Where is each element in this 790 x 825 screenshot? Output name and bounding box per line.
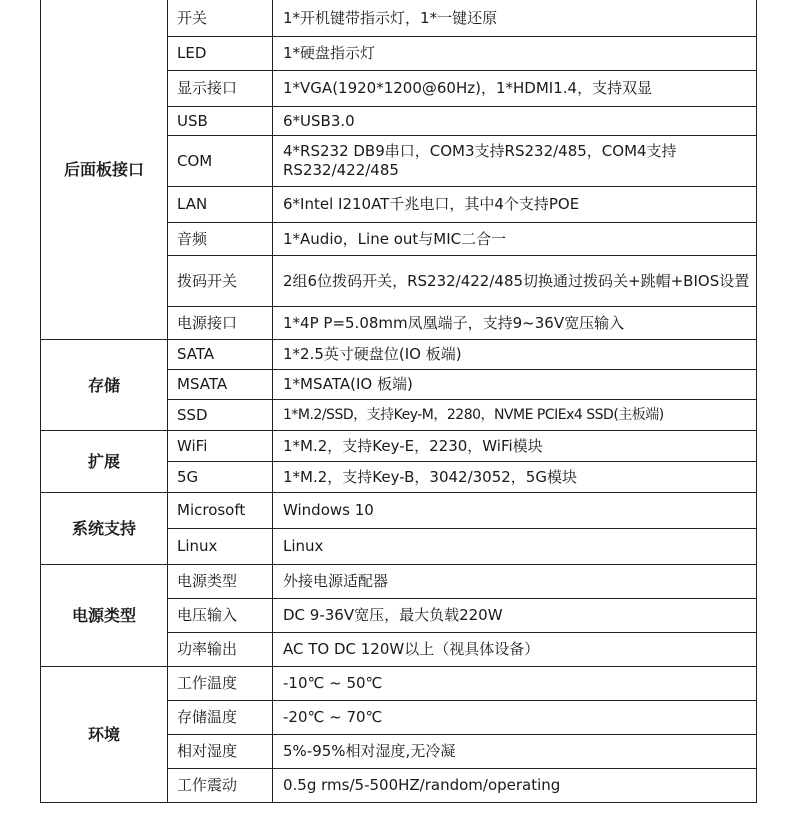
- spec-value: Windows 10: [273, 493, 757, 529]
- spec-value: AC TO DC 120W以上（视具体设备）: [273, 633, 757, 667]
- spec-value: 1*硬盘指示灯: [273, 37, 757, 71]
- spec-key: 5G: [168, 462, 273, 493]
- spec-value: Linux: [273, 529, 757, 565]
- spec-key: 音频: [168, 223, 273, 256]
- spec-value: -20℃ ~ 70℃: [273, 701, 757, 735]
- spec-key: Microsoft: [168, 493, 273, 529]
- spec-key: 电源接口: [168, 307, 273, 340]
- spec-key: 相对湿度: [168, 735, 273, 769]
- spec-value: DC 9-36V宽压，最大负载220W: [273, 599, 757, 633]
- spec-value: 4*RS232 DB9串口，COM3支持RS232/485，COM4支持RS232/422/485: [273, 136, 757, 187]
- table-row: [41, 431, 757, 462]
- category-label: 电源类型: [41, 565, 168, 667]
- spec-key: COM: [168, 136, 273, 187]
- spec-value: 6*USB3.0: [273, 107, 757, 136]
- spec-key: 工作温度: [168, 667, 273, 701]
- spec-value: 0.5g rms/5-500HZ/random/operating: [273, 769, 757, 803]
- category-label: 扩展: [41, 431, 168, 493]
- spec-value: 5%-95%相对湿度,无冷凝: [273, 735, 757, 769]
- table-row: [41, 493, 757, 529]
- category-label: 存储: [41, 340, 168, 431]
- spec-value: 1*4P P=5.08mm凤凰端子，支持9~36V宽压输入: [273, 307, 757, 340]
- spec-value: 1*VGA(1920*1200@60Hz)，1*HDMI1.4，支持双显: [273, 71, 757, 107]
- spec-value: -10℃ ~ 50℃: [273, 667, 757, 701]
- spec-key: MSATA: [168, 370, 273, 400]
- category-label: 环境: [41, 667, 168, 803]
- spec-key: 开关: [168, 0, 273, 37]
- spec-key: Linux: [168, 529, 273, 565]
- spec-key: 功率输出: [168, 633, 273, 667]
- spec-key: WiFi: [168, 431, 273, 462]
- table-row: [41, 340, 757, 370]
- spec-key: USB: [168, 107, 273, 136]
- spec-key: LED: [168, 37, 273, 71]
- spec-value: 6*Intel I210AT千兆电口，其中4个支持POE: [273, 187, 757, 223]
- spec-value: 2组6位拨码开关，RS232/422/485切换通过拨码关+跳帽+BIOS设置: [273, 256, 757, 307]
- table-row: [41, 667, 757, 701]
- spec-value: 1*M.2，支持Key-E，2230，WiFi模块: [273, 431, 757, 462]
- category-label: 后面板接口: [41, 0, 168, 340]
- spec-key: 电压输入: [168, 599, 273, 633]
- spec-key: 拨码开关: [168, 256, 273, 307]
- table-row: [41, 565, 757, 599]
- spec-key: SSD: [168, 400, 273, 431]
- spec-value: 1*Audio，Line out与MIC二合一: [273, 223, 757, 256]
- spec-key: 工作震动: [168, 769, 273, 803]
- category-label: 系统支持: [41, 493, 168, 565]
- spec-key: 显示接口: [168, 71, 273, 107]
- spec-value: 1*开机键带指示灯，1*一键还原: [273, 0, 757, 37]
- spec-key: LAN: [168, 187, 273, 223]
- spec-key: SATA: [168, 340, 273, 370]
- spec-key: 电源类型: [168, 565, 273, 599]
- spec-value: 1*M.2/SSD，支持Key-M，2280，NVME PCIEx4 SSD(主板端): [273, 400, 757, 431]
- spec-value: 外接电源适配器: [273, 565, 757, 599]
- spec-key: 存储温度: [168, 701, 273, 735]
- spec-table: [40, 0, 757, 803]
- table-row: [41, 0, 757, 37]
- spec-value: 1*2.5英寸硬盘位(IO 板端): [273, 340, 757, 370]
- spec-value: 1*MSATA(IO 板端): [273, 370, 757, 400]
- spec-value: 1*M.2，支持Key-B，3042/3052，5G模块: [273, 462, 757, 493]
